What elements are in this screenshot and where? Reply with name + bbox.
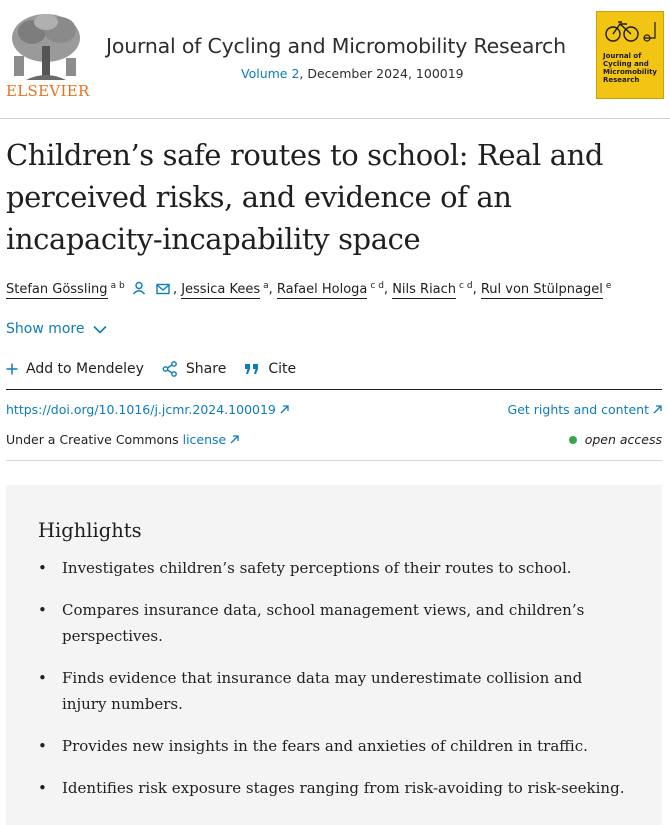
highlights-list [38,555,628,817]
list-item: • Identifies risk exposure stages ranging from risk-avoiding to risk-seeking. [38,779,625,797]
journal-cover[interactable] [596,11,664,99]
external-link-icon [653,405,662,414]
author-list: Stefan Gössling $^{a b}$ , Jessica Kees $^a$, Rafael Hologa $^{c d}$, Nils Riach $^{c d}$, Rul von Stülpnagel $^e$ [6,281,612,297]
license-row [6,432,662,447]
cite-label: Cite [268,361,297,377]
journal-header [0,0,670,119]
bicycle-icon [597,12,663,46]
list-item: • Provides new insights in the fears and anxieties of children in traffic. [38,737,588,755]
doi-link[interactable]: https://doi.org/10.1016/j.jcmr.2024.100019 [6,402,289,417]
rights-link[interactable]: Get rights and content [508,402,662,417]
list-item: • Compares insurance data, school management views, and children’s perspectives. [38,601,585,645]
author-link[interactable]: Stefan Gössling $^{a b}$ [6,281,125,297]
person-icon[interactable] [132,281,146,299]
external-link-icon [230,435,239,444]
journal-title[interactable]: Journal of Cycling and Micromobility Research [106,34,566,58]
journal-meta [241,66,464,81]
author-link[interactable]: Nils Riach $^{c d}$ [392,281,473,297]
mendeley-label: Add to Mendeley [26,361,144,377]
author-link[interactable]: Rul von Stülpnagel $^e$ [480,281,612,297]
chevron-down-icon [93,325,107,334]
list-item: • Investigates children’s safety perceptions of their routes to school. [38,559,572,577]
highlights-section [6,485,662,825]
share-label: Share [185,361,227,377]
external-link-icon [280,405,289,414]
elsevier-wordmark: ELSEVIER [6,82,90,100]
cover-title: Journal of Cycling and Micromobility Research [603,52,657,84]
envelope-icon[interactable] [156,283,170,299]
share-button[interactable] [162,361,226,377]
divider [6,389,662,390]
volume-link[interactable]: Volume 2 [241,66,300,81]
divider [6,460,662,461]
show-more-button[interactable] [6,321,107,337]
cite-button[interactable] [244,361,296,377]
show-more-label: Show more [6,321,85,337]
license-link[interactable]: license [183,432,240,447]
open-access-badge: open access [569,432,662,447]
plus-icon [6,363,18,375]
list-item: • Finds evidence that insurance data may underestimate collision and injury numbers. [38,669,583,713]
author-link[interactable]: Jessica Kees $^a$ [181,281,269,297]
article-title: Children’s safe routes to school: Real and perceived risks, and evidence of an incapacity-incapability space [6,138,604,256]
quote-icon [244,363,260,375]
article-actions [6,361,314,377]
issue-info: , December 2024, 100019 [299,66,464,81]
open-access-dot-icon [569,436,577,444]
license-text: Under a Creative Commons license [6,432,239,447]
add-to-mendeley-button[interactable] [6,361,144,377]
share-icon [162,361,178,377]
doi-row [6,402,662,417]
author-link[interactable]: Rafael Hologa $^{c d}$ [276,281,384,297]
highlights-title: Highlights [38,519,142,542]
